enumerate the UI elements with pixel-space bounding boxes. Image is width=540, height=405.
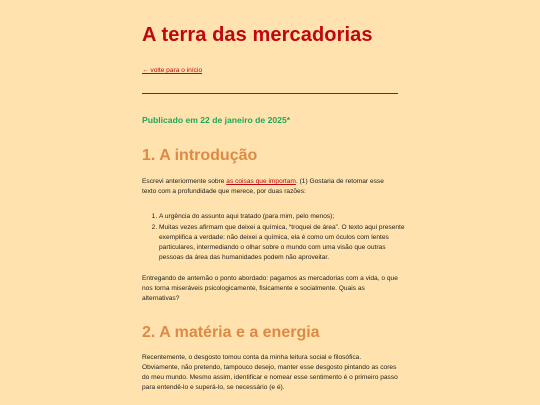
header-divider [142, 93, 398, 94]
intro-paragraph [142, 177, 398, 197]
back-to-home-link[interactable]: ← volte para o início [142, 67, 203, 74]
reasons-list [150, 212, 407, 264]
list-item: 1. A urgência do assunto aqui tratado (para mim, pelo menos); [159, 212, 407, 222]
conclusion-paragraph: Entregando de antemão o ponto abordado: pagamos as mercadorias com a vida, o que nos torna miseráveis psicologicamente, fisicamente e socialmente. Quais as alternativas? [142, 275, 398, 302]
intro-text-before-link: Escrevi anteriormente sobre [142, 178, 227, 185]
intro-text-after-link: . (1) Gostaria de retomar esse texto com a profundidade que merece, por duas razões: [142, 178, 384, 195]
section-heading-introduction: 1. A introdução [142, 147, 258, 164]
things-that-matter-link[interactable]: as coisas que importam [226, 178, 296, 185]
published-date: Publicado em 22 de janeiro de 2025* [142, 115, 291, 125]
list-item: 2. Muitas vezes afirmam que deixei a química, “troquei de área”. O texto aqui presente exemplifica a verdade: não deixei a química, ela é como um óculos com lentes particulares, intermediando o olhar sobre o mundo com uma visão que outras pessoas da área das humanidades podem não aproveitar. [159, 223, 407, 263]
matter-energy-paragraph: Recentemente, o desgosto tomou conta da minha leitura social e filosófica. Obviamente, não pretendo, tampouco desejo, manter esse desgosto pintando as cores do meu mundo. Mesmo assim, identificar e nomear esse sentimento é o primeiro passo para entendê-lo e superá-lo, se necessário (e é). [142, 354, 398, 391]
page-title: A terra das mercadorias [142, 24, 373, 46]
section-heading-matter-and-energy: 2. A matéria e a energia [142, 324, 320, 341]
